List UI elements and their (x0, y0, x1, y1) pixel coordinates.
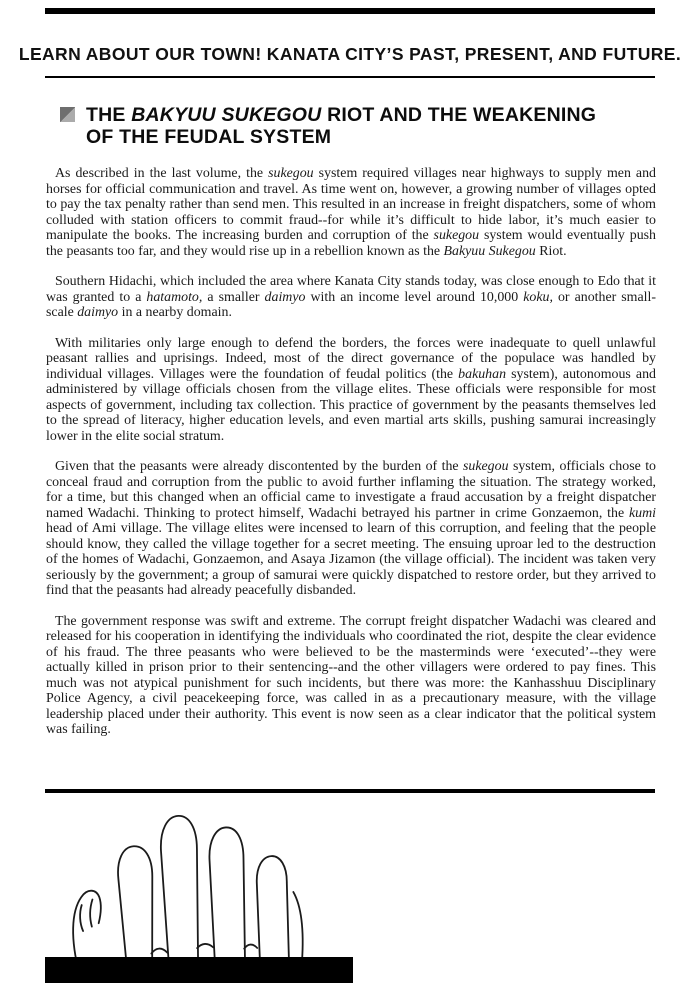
body-paragraphs (46, 166, 656, 753)
text-run: system), autonomous and administered by village officials chosen from the village elites. These officials were responsible for most aspects of government, including tax collection. This practice of government by the peasants themselves led to the spread of literacy, higher education levels, and even martial arts skills, pushing samurai increasingly lower in the elite social stratum. (46, 366, 656, 444)
text-run: with an income level around 10,000 (305, 289, 524, 305)
text-run: in a nearby domain. (118, 305, 232, 320)
text-run: head of Ami village. The village elites were incensed to learn of this corruption, and feeling that the people should know, they called the village together for a secret meeting. The ensuing uproar led to the destruction of the homes of Wadachi, Gonzaemon, and Asaya Jizamon (the village official). The incident was taken very seriously by the government; a group of samurai were quickly dispatched to restore order, but they arrived to find that the peasants had already peacefully disbanded. (46, 521, 656, 598)
text-run: THE (86, 104, 132, 126)
text-run: system required villages near highways to supply men and horses for official communication and travel. As time went on, however, a growing number of villages opted to pay the tax penalty rather than send men. This resulted in an increase in freight dispatchers, some of whom colluded with station officers to commit fraud--for while it’s difficult to hide labor, it’s much easier to manipulate the books. The increasing burden and corruption of the (46, 166, 656, 243)
footer-divider (45, 789, 655, 793)
text-run: system, officials chose to conceal fraud and corruption from the public to avoid further inflaming the situation. The strategy worked, for a time, but this changed when an official came to investigate a fraud accusation by a freight dispatcher named Wadachi. Thinking to protect himself, Wadachi betrayed his partner in crime Gonzaemon, the (46, 459, 656, 521)
section-heading (86, 104, 596, 148)
italic-term: Bakyuu Sukegou (443, 243, 536, 259)
paragraph (46, 614, 656, 738)
text-run: a smaller (202, 289, 265, 305)
text-run: With militaries only large enough to defend the borders, the forces were inadequate to quell unlawful peasant rallies and uprisings. Indeed, most of the direct governance of the populace was handled by individual villages. Villages were the foundation of feudal politics (the (46, 335, 656, 382)
italic-term: koku, (523, 289, 553, 305)
text-run: Southern Hidachi, which included the area where Kanata City stands today, was close enough to Edo that it was granted to a (46, 274, 656, 305)
paragraph (46, 166, 656, 259)
italic-term: sukegou (433, 228, 480, 243)
top-rule (45, 8, 655, 14)
text-run: The government response was swift and extreme. The corrupt freight dispatcher Wadachi was cleared and released for his cooperation in identifying the individuals who coordinated the riot, despite the clear evidence of his fraud. The three peasants who were believed to be the masterminds were ‘executed’--they were actually killed in prison prior to their sentencing--and the other villagers were ordered to pay fines. This much was not atypical punishment for such incidents, but there was more: the Kanhasshuu Disciplinary Police Agency, a civil peacekeeping force, was called in as a precautionary measure, with the village leadership placed under their authority. This event is now seen as a clear indicator that the political system was failing. (46, 613, 656, 737)
italic-term: bakuhan (458, 366, 507, 382)
text-run: Riot. (535, 243, 567, 259)
section-heading-block (60, 104, 605, 148)
text-run: Given that the peasants were already discontented by the burden of the (55, 459, 463, 474)
text-run: RIOT AND THE WEAKENING (321, 104, 597, 126)
masthead-title: LEARN ABOUT OUR TOWN! KANATA CITY’S PAST, PRESENT, AND FUTURE. (18, 44, 682, 64)
italic-term: sukegou (463, 459, 509, 474)
italic-term: kumi (628, 505, 656, 521)
square-bullet-icon (60, 107, 75, 122)
italic-term: daimyo (77, 305, 119, 320)
paragraph (46, 459, 656, 599)
italic-term: hatamoto, (146, 289, 203, 305)
header-divider (45, 76, 655, 78)
italic-term: sukegou (268, 166, 314, 181)
next-panel-bar (45, 957, 353, 983)
text-run: or another small-scale (46, 289, 656, 320)
paragraph (46, 336, 656, 445)
text-run: OF THE FEUDAL SYSTEM (86, 126, 332, 149)
paragraph (46, 274, 656, 321)
italic-term: daimyo (264, 289, 306, 305)
text-run: system would eventually push the peasants too far, and they would rise up in a rebellion known as the (46, 228, 656, 259)
hand-illustration (40, 799, 360, 983)
text-run: As described in the last volume, the (55, 166, 269, 181)
italic-term: BAKYUU SUKEGOU (131, 104, 322, 126)
